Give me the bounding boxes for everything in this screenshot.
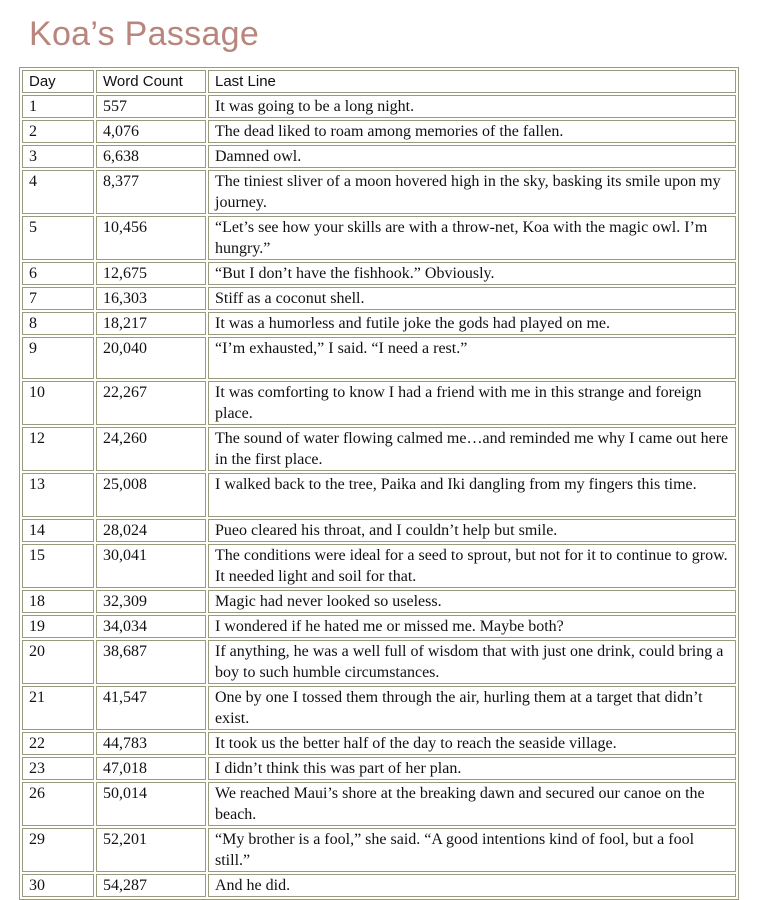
day-cell: 7: [22, 287, 94, 310]
table-row: [22, 782, 736, 826]
word-count-table: [19, 67, 739, 900]
day-cell: 8: [22, 312, 94, 335]
table-row: [22, 640, 736, 684]
last-line-cell: It took us the better half of the day to reach the seaside village.: [208, 732, 736, 755]
last-line-cell: It was comforting to know I had a friend with me in this strange and foreign place.: [208, 381, 736, 425]
table-row: [22, 381, 736, 425]
word-count-cell: 54,287: [96, 874, 206, 897]
day-cell: 14: [22, 519, 94, 542]
day-cell: 18: [22, 590, 94, 613]
table-row: [22, 544, 736, 588]
word-count-cell: 50,014: [96, 782, 206, 826]
last-line-cell: Damned owl.: [208, 145, 736, 168]
word-count-cell: 44,783: [96, 732, 206, 755]
last-line-cell: It was a humorless and futile joke the gods had played on me.: [208, 312, 736, 335]
day-cell: 13: [22, 473, 94, 517]
last-line-cell: The tiniest sliver of a moon hovered high in the sky, basking its smile upon my journey.: [208, 170, 736, 214]
last-line-cell: We reached Maui’s shore at the breaking dawn and secured our canoe on the beach.: [208, 782, 736, 826]
table-row: [22, 427, 736, 471]
word-count-cell: 6,638: [96, 145, 206, 168]
word-count-cell: 24,260: [96, 427, 206, 471]
day-cell: 29: [22, 828, 94, 872]
day-cell: 20: [22, 640, 94, 684]
word-count-cell: 32,309: [96, 590, 206, 613]
word-count-cell: 18,217: [96, 312, 206, 335]
last-line-cell: One by one I tossed them through the air, hurling them at a target that didn’t exist.: [208, 686, 736, 730]
day-cell: 1: [22, 95, 94, 118]
last-line-cell: “I’m exhausted,” I said. “I need a rest.”: [208, 337, 736, 379]
header-last-line: Last Line: [208, 70, 736, 93]
last-line-cell: I wondered if he hated me or missed me. Maybe both?: [208, 615, 736, 638]
last-line-cell: The conditions were ideal for a seed to sprout, but not for it to continue to grow. It needed light and soil for that.: [208, 544, 736, 588]
word-count-cell: 20,040: [96, 337, 206, 379]
word-count-cell: 12,675: [96, 262, 206, 285]
table-row: [22, 473, 736, 517]
table-row: [22, 828, 736, 872]
last-line-cell: Pueo cleared his throat, and I couldn’t help but smile.: [208, 519, 736, 542]
word-count-cell: 28,024: [96, 519, 206, 542]
last-line-cell: “But I don’t have the fishhook.” Obviously.: [208, 262, 736, 285]
last-line-cell: The sound of water flowing calmed me…and reminded me why I came out here in the first place.: [208, 427, 736, 471]
table-row: [22, 312, 736, 335]
word-count-cell: 41,547: [96, 686, 206, 730]
table-row: [22, 145, 736, 168]
last-line-cell: The dead liked to roam among memories of the fallen.: [208, 120, 736, 143]
table-row: [22, 686, 736, 730]
header-day: Day: [22, 70, 94, 93]
word-count-cell: 16,303: [96, 287, 206, 310]
page-title: Koa’s Passage: [29, 15, 260, 53]
word-count-cell: 557: [96, 95, 206, 118]
word-count-cell: 38,687: [96, 640, 206, 684]
word-count-cell: 4,076: [96, 120, 206, 143]
word-count-cell: 34,034: [96, 615, 206, 638]
day-cell: 6: [22, 262, 94, 285]
day-cell: 3: [22, 145, 94, 168]
table-row: [22, 590, 736, 613]
last-line-cell: If anything, he was a well full of wisdom that with just one drink, could bring a boy to such humble circumstances.: [208, 640, 736, 684]
last-line-cell: It was going to be a long night.: [208, 95, 736, 118]
table-row: [22, 216, 736, 260]
day-cell: 2: [22, 120, 94, 143]
day-cell: 30: [22, 874, 94, 897]
day-cell: 15: [22, 544, 94, 588]
table-row: [22, 262, 736, 285]
last-line-cell: Magic had never looked so useless.: [208, 590, 736, 613]
word-count-cell: 10,456: [96, 216, 206, 260]
table-row: [22, 874, 736, 897]
table-row: [22, 757, 736, 780]
word-count-cell: 22,267: [96, 381, 206, 425]
day-cell: 12: [22, 427, 94, 471]
day-cell: 23: [22, 757, 94, 780]
last-line-cell: And he did.: [208, 874, 736, 897]
table-row: [22, 732, 736, 755]
day-cell: 26: [22, 782, 94, 826]
last-line-cell: I walked back to the tree, Paika and Iki dangling from my fingers this time.: [208, 473, 736, 517]
day-cell: 9: [22, 337, 94, 379]
last-line-cell: “Let’s see how your skills are with a throw-net, Koa with the magic owl. I’m hungry.”: [208, 216, 736, 260]
last-line-cell: “My brother is a fool,” she said. “A good intentions kind of fool, but a fool still.”: [208, 828, 736, 872]
table-row: [22, 519, 736, 542]
table-row: [22, 170, 736, 214]
day-cell: 21: [22, 686, 94, 730]
day-cell: 22: [22, 732, 94, 755]
day-cell: 10: [22, 381, 94, 425]
header-word-count: Word Count: [96, 70, 206, 93]
word-count-cell: 30,041: [96, 544, 206, 588]
last-line-cell: I didn’t think this was part of her plan.: [208, 757, 736, 780]
day-cell: 5: [22, 216, 94, 260]
word-count-cell: 25,008: [96, 473, 206, 517]
last-line-cell: Stiff as a coconut shell.: [208, 287, 736, 310]
day-cell: 4: [22, 170, 94, 214]
table-row: [22, 287, 736, 310]
word-count-cell: 8,377: [96, 170, 206, 214]
day-cell: 19: [22, 615, 94, 638]
table-row: [22, 120, 736, 143]
table-header-row: [22, 70, 736, 93]
word-count-cell: 52,201: [96, 828, 206, 872]
table-row: [22, 615, 736, 638]
word-count-cell: 47,018: [96, 757, 206, 780]
table-row: [22, 95, 736, 118]
table-row: [22, 337, 736, 379]
